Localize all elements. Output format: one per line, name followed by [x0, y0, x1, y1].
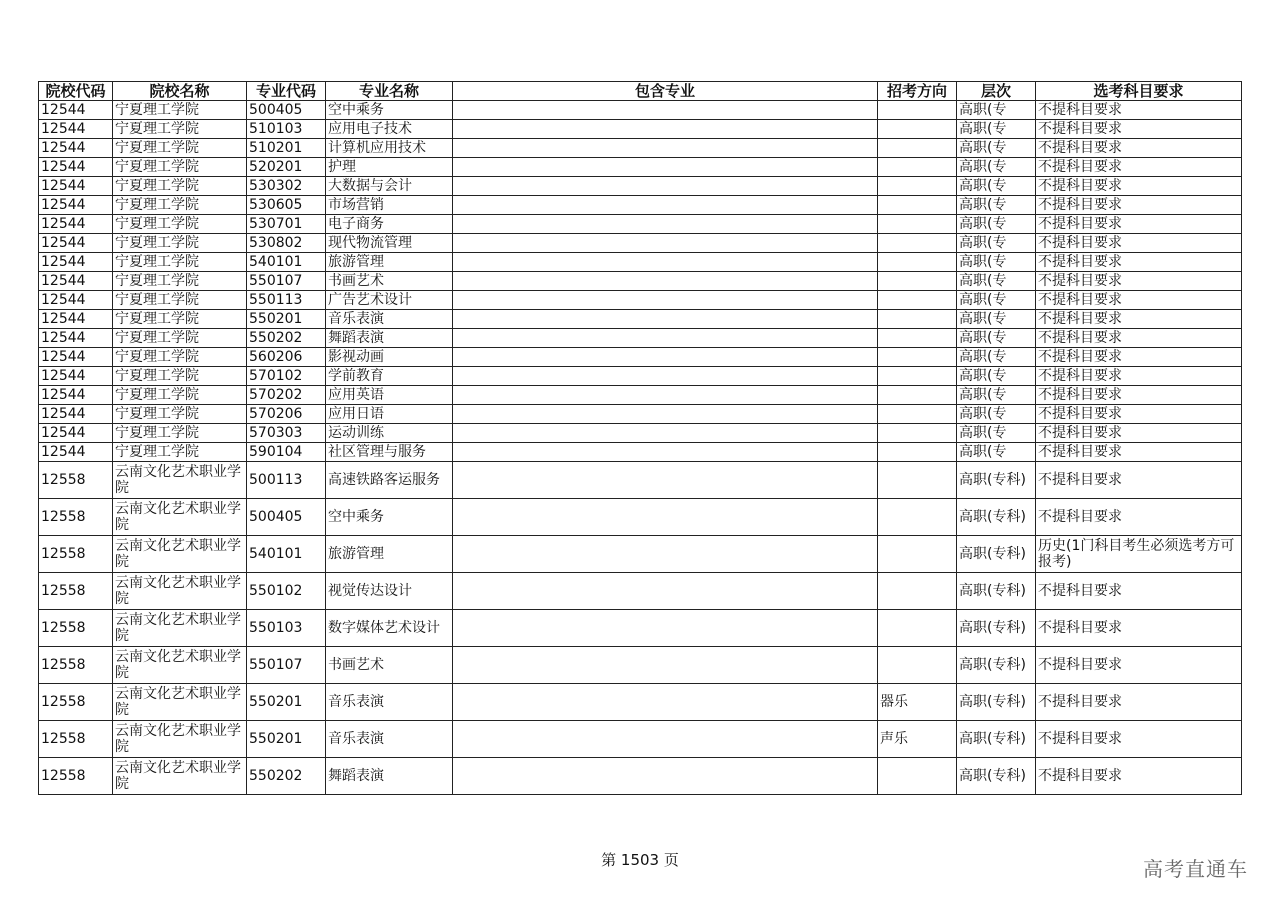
cell-major-name: 影视动画	[326, 348, 453, 367]
cell-direction	[878, 215, 957, 234]
cell-major-name: 空中乘务	[326, 101, 453, 120]
cell-included-majors	[453, 215, 878, 234]
cell-major-code: 530605	[247, 196, 326, 215]
cell-direction	[878, 499, 957, 536]
cell-major-code: 570206	[247, 405, 326, 424]
cell-major-code: 570102	[247, 367, 326, 386]
cell-school-name: 宁夏理工学院	[113, 158, 247, 177]
cell-direction	[878, 329, 957, 348]
cell-major-code: 550102	[247, 573, 326, 610]
cell-subject-requirement: 不提科目要求	[1036, 573, 1242, 610]
cell-major-name: 舞蹈表演	[326, 758, 453, 795]
table-row	[39, 158, 1242, 177]
cell-school-name: 云南文化艺术职业学院	[113, 462, 247, 499]
cell-included-majors	[453, 234, 878, 253]
cell-subject-requirement: 不提科目要求	[1036, 215, 1242, 234]
table-row	[39, 610, 1242, 647]
cell-major-name: 视觉传达设计	[326, 573, 453, 610]
cell-level: 高职(专	[957, 291, 1036, 310]
cell-major-name: 旅游管理	[326, 536, 453, 573]
cell-school-code: 12544	[39, 310, 113, 329]
cell-included-majors	[453, 462, 878, 499]
cell-direction	[878, 424, 957, 443]
cell-major-name: 现代物流管理	[326, 234, 453, 253]
cell-school-code: 12544	[39, 120, 113, 139]
cell-major-code: 540101	[247, 536, 326, 573]
cell-subject-requirement: 不提科目要求	[1036, 647, 1242, 684]
col-header-level: 层次	[957, 82, 1036, 101]
cell-school-code: 12544	[39, 272, 113, 291]
cell-major-name: 音乐表演	[326, 684, 453, 721]
cell-included-majors	[453, 647, 878, 684]
cell-direction	[878, 758, 957, 795]
cell-included-majors	[453, 405, 878, 424]
table-row	[39, 215, 1242, 234]
cell-school-code: 12558	[39, 647, 113, 684]
table-row	[39, 367, 1242, 386]
cell-included-majors	[453, 177, 878, 196]
col-header-major-name: 专业名称	[326, 82, 453, 101]
cell-major-name: 运动训练	[326, 424, 453, 443]
cell-included-majors	[453, 139, 878, 158]
cell-school-name: 宁夏理工学院	[113, 291, 247, 310]
cell-school-name: 云南文化艺术职业学院	[113, 647, 247, 684]
cell-major-name: 广告艺术设计	[326, 291, 453, 310]
cell-major-code: 560206	[247, 348, 326, 367]
cell-included-majors	[453, 684, 878, 721]
table-row	[39, 139, 1242, 158]
cell-subject-requirement: 不提科目要求	[1036, 443, 1242, 462]
cell-school-name: 宁夏理工学院	[113, 177, 247, 196]
cell-school-code: 12544	[39, 177, 113, 196]
col-header-subject-requirement: 选考科目要求	[1036, 82, 1242, 101]
cell-level: 高职(专科)	[957, 536, 1036, 573]
cell-level: 高职(专	[957, 177, 1036, 196]
cell-major-code: 570202	[247, 386, 326, 405]
cell-level: 高职(专	[957, 139, 1036, 158]
cell-included-majors	[453, 758, 878, 795]
table-row	[39, 101, 1242, 120]
cell-major-code: 550103	[247, 610, 326, 647]
cell-subject-requirement: 不提科目要求	[1036, 499, 1242, 536]
cell-school-code: 12544	[39, 367, 113, 386]
cell-subject-requirement: 不提科目要求	[1036, 684, 1242, 721]
cell-major-code: 530802	[247, 234, 326, 253]
cell-school-name: 宁夏理工学院	[113, 329, 247, 348]
cell-major-code: 540101	[247, 253, 326, 272]
cell-school-name: 宁夏理工学院	[113, 310, 247, 329]
cell-school-code: 12544	[39, 101, 113, 120]
cell-included-majors	[453, 424, 878, 443]
cell-major-name: 高速铁路客运服务	[326, 462, 453, 499]
cell-direction	[878, 610, 957, 647]
cell-major-code: 550201	[247, 684, 326, 721]
cell-major-code: 550107	[247, 647, 326, 684]
cell-school-code: 12558	[39, 536, 113, 573]
cell-major-code: 550201	[247, 721, 326, 758]
table-row	[39, 684, 1242, 721]
cell-school-name: 宁夏理工学院	[113, 215, 247, 234]
cell-level: 高职(专	[957, 101, 1036, 120]
cell-level: 高职(专科)	[957, 721, 1036, 758]
cell-school-name: 宁夏理工学院	[113, 443, 247, 462]
cell-subject-requirement: 不提科目要求	[1036, 177, 1242, 196]
cell-direction	[878, 536, 957, 573]
cell-subject-requirement: 不提科目要求	[1036, 367, 1242, 386]
table-row	[39, 443, 1242, 462]
cell-included-majors	[453, 348, 878, 367]
cell-included-majors	[453, 329, 878, 348]
cell-school-code: 12544	[39, 443, 113, 462]
cell-school-code: 12558	[39, 610, 113, 647]
cell-major-code: 500113	[247, 462, 326, 499]
cell-school-name: 宁夏理工学院	[113, 272, 247, 291]
cell-level: 高职(专	[957, 215, 1036, 234]
cell-included-majors	[453, 272, 878, 291]
cell-major-name: 电子商务	[326, 215, 453, 234]
cell-included-majors	[453, 443, 878, 462]
cell-major-name: 应用日语	[326, 405, 453, 424]
col-header-major-code: 专业代码	[247, 82, 326, 101]
table-row	[39, 196, 1242, 215]
cell-major-name: 计算机应用技术	[326, 139, 453, 158]
page-number: 第 1503 页	[601, 851, 679, 869]
table-body	[39, 101, 1242, 795]
watermark: 高考直通车	[1143, 857, 1248, 881]
cell-level: 高职(专	[957, 386, 1036, 405]
cell-school-name: 云南文化艺术职业学院	[113, 499, 247, 536]
col-header-school-code: 院校代码	[39, 82, 113, 101]
cell-level: 高职(专科)	[957, 499, 1036, 536]
cell-included-majors	[453, 386, 878, 405]
cell-school-name: 云南文化艺术职业学院	[113, 721, 247, 758]
cell-major-name: 书画艺术	[326, 647, 453, 684]
cell-subject-requirement: 不提科目要求	[1036, 101, 1242, 120]
cell-major-code: 500405	[247, 499, 326, 536]
cell-included-majors	[453, 367, 878, 386]
admission-table	[38, 81, 1242, 795]
cell-school-name: 云南文化艺术职业学院	[113, 573, 247, 610]
cell-school-code: 12558	[39, 573, 113, 610]
cell-level: 高职(专	[957, 367, 1036, 386]
cell-major-code: 550113	[247, 291, 326, 310]
cell-school-code: 12558	[39, 758, 113, 795]
cell-major-code: 550202	[247, 329, 326, 348]
cell-level: 高职(专	[957, 196, 1036, 215]
cell-subject-requirement: 不提科目要求	[1036, 758, 1242, 795]
cell-major-code: 550201	[247, 310, 326, 329]
cell-subject-requirement: 不提科目要求	[1036, 139, 1242, 158]
cell-direction	[878, 120, 957, 139]
cell-major-name: 应用电子技术	[326, 120, 453, 139]
cell-subject-requirement: 不提科目要求	[1036, 310, 1242, 329]
cell-major-name: 书画艺术	[326, 272, 453, 291]
cell-school-name: 宁夏理工学院	[113, 386, 247, 405]
col-header-direction: 招考方向	[878, 82, 957, 101]
table-row	[39, 536, 1242, 573]
cell-level: 高职(专	[957, 253, 1036, 272]
cell-level: 高职(专科)	[957, 462, 1036, 499]
cell-school-code: 12558	[39, 721, 113, 758]
cell-subject-requirement: 不提科目要求	[1036, 253, 1242, 272]
cell-subject-requirement: 不提科目要求	[1036, 120, 1242, 139]
cell-level: 高职(专科)	[957, 573, 1036, 610]
cell-school-name: 宁夏理工学院	[113, 139, 247, 158]
table-row	[39, 647, 1242, 684]
cell-included-majors	[453, 253, 878, 272]
cell-major-name: 音乐表演	[326, 721, 453, 758]
table-row	[39, 499, 1242, 536]
cell-subject-requirement: 不提科目要求	[1036, 196, 1242, 215]
cell-school-name: 云南文化艺术职业学院	[113, 684, 247, 721]
cell-school-name: 宁夏理工学院	[113, 348, 247, 367]
table-row	[39, 120, 1242, 139]
cell-subject-requirement: 不提科目要求	[1036, 234, 1242, 253]
table-row	[39, 758, 1242, 795]
cell-included-majors	[453, 536, 878, 573]
cell-school-name: 宁夏理工学院	[113, 120, 247, 139]
cell-level: 高职(专	[957, 443, 1036, 462]
cell-school-name: 云南文化艺术职业学院	[113, 758, 247, 795]
col-header-school-name: 院校名称	[113, 82, 247, 101]
cell-major-code: 530701	[247, 215, 326, 234]
cell-level: 高职(专科)	[957, 647, 1036, 684]
table-row	[39, 234, 1242, 253]
cell-subject-requirement: 不提科目要求	[1036, 272, 1242, 291]
cell-school-name: 宁夏理工学院	[113, 253, 247, 272]
cell-major-name: 大数据与会计	[326, 177, 453, 196]
cell-direction	[878, 348, 957, 367]
cell-major-name: 市场营销	[326, 196, 453, 215]
cell-direction	[878, 386, 957, 405]
cell-school-code: 12544	[39, 348, 113, 367]
cell-major-code: 500405	[247, 101, 326, 120]
cell-school-name: 宁夏理工学院	[113, 234, 247, 253]
cell-major-code: 550202	[247, 758, 326, 795]
cell-school-code: 12544	[39, 329, 113, 348]
cell-level: 高职(专科)	[957, 610, 1036, 647]
cell-school-code: 12544	[39, 139, 113, 158]
cell-school-name: 宁夏理工学院	[113, 405, 247, 424]
cell-major-code: 550107	[247, 272, 326, 291]
cell-direction	[878, 443, 957, 462]
cell-major-name: 护理	[326, 158, 453, 177]
cell-direction	[878, 405, 957, 424]
cell-school-name: 宁夏理工学院	[113, 101, 247, 120]
cell-school-code: 12558	[39, 462, 113, 499]
cell-school-name: 云南文化艺术职业学院	[113, 610, 247, 647]
cell-level: 高职(专	[957, 272, 1036, 291]
cell-school-code: 12544	[39, 405, 113, 424]
cell-school-code: 12544	[39, 253, 113, 272]
cell-direction	[878, 310, 957, 329]
cell-level: 高职(专科)	[957, 684, 1036, 721]
cell-major-code: 590104	[247, 443, 326, 462]
cell-direction: 声乐	[878, 721, 957, 758]
cell-included-majors	[453, 291, 878, 310]
cell-direction	[878, 177, 957, 196]
cell-subject-requirement: 不提科目要求	[1036, 405, 1242, 424]
cell-school-name: 宁夏理工学院	[113, 424, 247, 443]
cell-school-code: 12558	[39, 499, 113, 536]
cell-direction	[878, 291, 957, 310]
table-row	[39, 386, 1242, 405]
cell-subject-requirement: 不提科目要求	[1036, 721, 1242, 758]
cell-major-name: 旅游管理	[326, 253, 453, 272]
cell-included-majors	[453, 610, 878, 647]
cell-level: 高职(专	[957, 329, 1036, 348]
cell-subject-requirement: 不提科目要求	[1036, 386, 1242, 405]
cell-school-code: 12544	[39, 291, 113, 310]
cell-included-majors	[453, 196, 878, 215]
cell-subject-requirement: 不提科目要求	[1036, 158, 1242, 177]
cell-school-code: 12544	[39, 234, 113, 253]
cell-major-code: 530302	[247, 177, 326, 196]
cell-major-code: 510201	[247, 139, 326, 158]
cell-major-name: 音乐表演	[326, 310, 453, 329]
cell-major-name: 空中乘务	[326, 499, 453, 536]
cell-subject-requirement: 不提科目要求	[1036, 329, 1242, 348]
cell-school-code: 12544	[39, 196, 113, 215]
cell-direction: 器乐	[878, 684, 957, 721]
cell-subject-requirement: 历史(1门科目考生必须选考方可报考)	[1036, 536, 1242, 573]
table-row	[39, 310, 1242, 329]
table-row	[39, 253, 1242, 272]
cell-major-code: 510103	[247, 120, 326, 139]
cell-major-name: 学前教育	[326, 367, 453, 386]
cell-direction	[878, 196, 957, 215]
table-row	[39, 573, 1242, 610]
cell-direction	[878, 462, 957, 499]
table-row	[39, 272, 1242, 291]
table-row	[39, 405, 1242, 424]
cell-direction	[878, 647, 957, 684]
cell-level: 高职(专科)	[957, 758, 1036, 795]
cell-subject-requirement: 不提科目要求	[1036, 424, 1242, 443]
cell-major-name: 舞蹈表演	[326, 329, 453, 348]
cell-major-name: 应用英语	[326, 386, 453, 405]
cell-subject-requirement: 不提科目要求	[1036, 610, 1242, 647]
cell-direction	[878, 573, 957, 610]
cell-direction	[878, 101, 957, 120]
cell-school-code: 12544	[39, 386, 113, 405]
cell-included-majors	[453, 573, 878, 610]
table-row	[39, 462, 1242, 499]
cell-direction	[878, 234, 957, 253]
cell-direction	[878, 158, 957, 177]
table-row	[39, 424, 1242, 443]
cell-included-majors	[453, 310, 878, 329]
cell-level: 高职(专	[957, 348, 1036, 367]
cell-school-code: 12558	[39, 684, 113, 721]
cell-school-name: 云南文化艺术职业学院	[113, 536, 247, 573]
cell-school-code: 12544	[39, 424, 113, 443]
cell-school-code: 12544	[39, 215, 113, 234]
cell-subject-requirement: 不提科目要求	[1036, 462, 1242, 499]
cell-level: 高职(专	[957, 424, 1036, 443]
table-row	[39, 721, 1242, 758]
cell-level: 高职(专	[957, 405, 1036, 424]
table-row	[39, 329, 1242, 348]
cell-direction	[878, 139, 957, 158]
cell-included-majors	[453, 158, 878, 177]
cell-direction	[878, 253, 957, 272]
table-row	[39, 291, 1242, 310]
cell-school-name: 宁夏理工学院	[113, 196, 247, 215]
cell-level: 高职(专	[957, 310, 1036, 329]
table-row	[39, 348, 1242, 367]
cell-direction	[878, 367, 957, 386]
cell-major-code: 520201	[247, 158, 326, 177]
cell-included-majors	[453, 120, 878, 139]
cell-included-majors	[453, 721, 878, 758]
cell-included-majors	[453, 499, 878, 536]
cell-included-majors	[453, 101, 878, 120]
col-header-included-majors: 包含专业	[453, 82, 878, 101]
cell-level: 高职(专	[957, 234, 1036, 253]
cell-major-name: 数字媒体艺术设计	[326, 610, 453, 647]
cell-major-code: 570303	[247, 424, 326, 443]
cell-direction	[878, 272, 957, 291]
cell-major-name: 社区管理与服务	[326, 443, 453, 462]
cell-school-name: 宁夏理工学院	[113, 367, 247, 386]
cell-level: 高职(专	[957, 120, 1036, 139]
cell-subject-requirement: 不提科目要求	[1036, 291, 1242, 310]
cell-level: 高职(专	[957, 158, 1036, 177]
header-row	[39, 82, 1242, 101]
cell-subject-requirement: 不提科目要求	[1036, 348, 1242, 367]
cell-school-code: 12544	[39, 158, 113, 177]
table-row	[39, 177, 1242, 196]
